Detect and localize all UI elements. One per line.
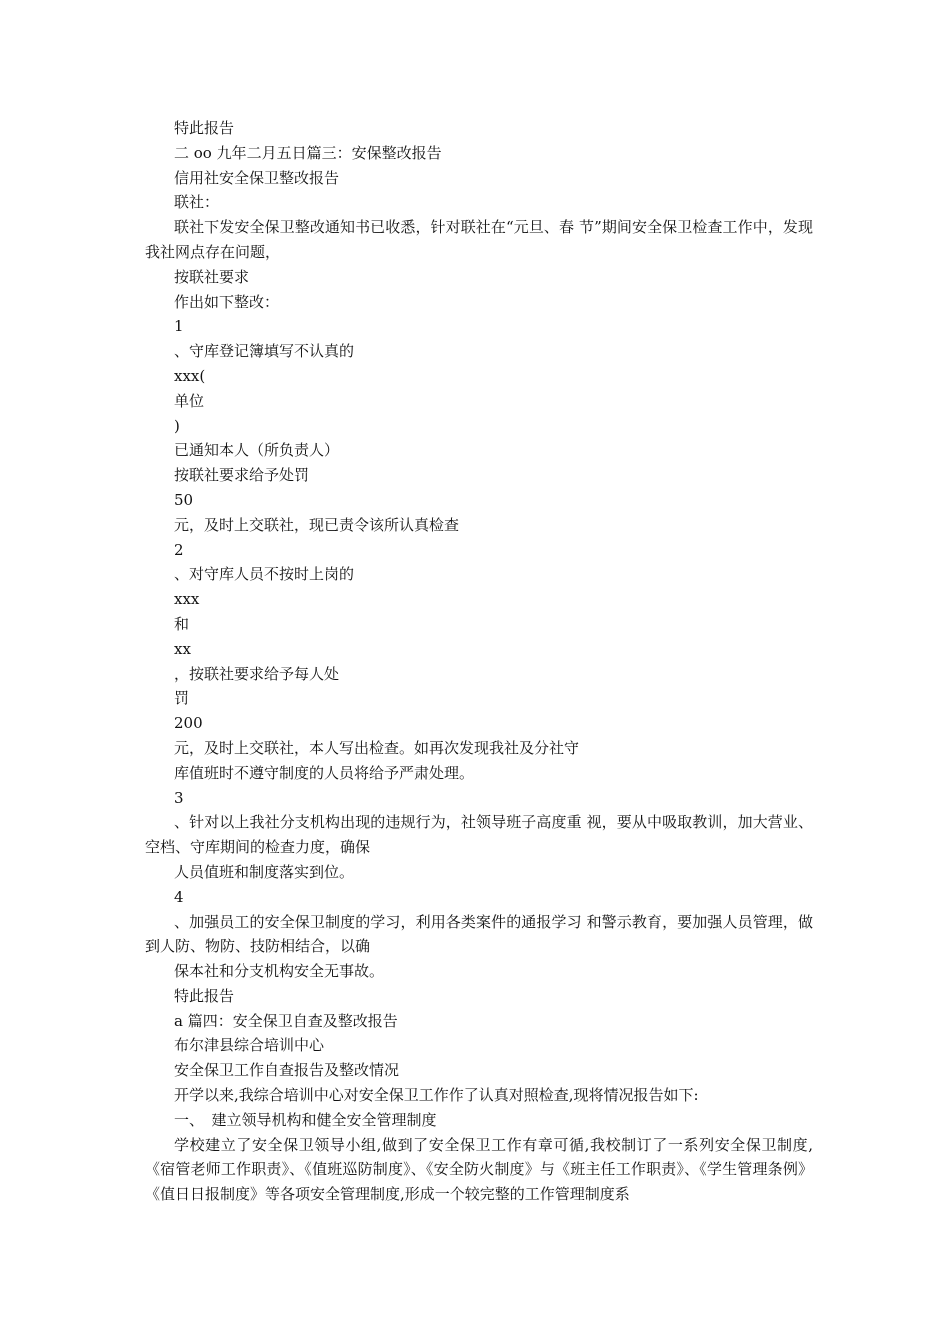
paragraph: 人员值班和制度落实到位。 [174,862,355,881]
item-number: 4 [174,887,184,906]
item-number: 2 [174,540,184,559]
paragraph: 开学以来,我综合培训中心对安全保卫工作作了认真对照检查,现将情况报告如下: [174,1086,699,1105]
paragraph: 库值班时不遵守制度的人员将给予严肃处理。 [174,763,475,782]
paragraph: 、对守库人员不按时上岗的 [174,565,355,584]
paragraph: 按联社要求 [174,267,250,286]
document-body [145,116,813,1207]
closing-line: 特此报告 [174,119,235,137]
paragraph: 学校建立了安全保卫领导小组,做到了安全保卫工作有章可循,我校制订了一系列安全保卫制度,《宿管老师工作职责》、《值班巡防制度》、《安全防火制度》与《班主任工作职责》、《学生管理条例》《值日日报制度》等各项安全管理制度,形成一个较完整的工作管理制度系 [145,1135,813,1204]
paragraph: 、针对以上我社分支机构出现的违规行为，社领导班子高度重 视，要从中吸取教训，加大营业、空档、守库期间的检查力度，确保 [145,813,813,857]
paragraph: 、守库登记簿填写不认真的 [174,342,355,361]
report-title: 信用社安全保卫整改报告 [174,168,340,187]
paragraph: 作出如下整改： [174,292,280,311]
paragraph: 元，及时上交联社，本人写出检查。如再次发现我社及分社守 [174,738,580,757]
paragraph: 、加强员工的安全保卫制度的学习，利用各类案件的通报学习 和警示教育，要加强人员管理，做到人防、物防、技防相结合，以确 [145,912,813,956]
report-title: 安全保卫工作自查报告及整改情况 [174,1061,400,1080]
paragraph: 按联社要求给予处罚 [174,466,310,485]
section-heading: 一、 建立领导机构和健全安全管理制度 [174,1110,437,1129]
paragraph: 罚 [174,689,190,708]
salutation: 联社： [174,193,220,212]
paragraph: ) [174,416,180,435]
paragraph: 200 [174,714,203,733]
date-and-section-title: 二 oo 九年二月五日篇三：安保整改报告 [174,143,442,162]
paragraph: 已通知本人（所负责人） [174,441,340,460]
organization-name: 布尔津县综合培训中心 [174,1036,325,1055]
closing-line: 特此报告 [174,986,235,1005]
item-number: 3 [174,788,184,807]
paragraph: 50 [174,490,194,509]
paragraph: 联社下发安全保卫整改通知书已收悉，针对联社在“元旦、春 节”期间安全保卫检查工作中，发现我社网点存在问题， [145,218,813,261]
section-title: a 篇四：安全保卫自查及整改报告 [174,1011,398,1030]
paragraph: ，按联社要求给予每人处 [174,664,340,683]
paragraph: 单位 [174,391,205,410]
item-number: 1 [174,317,184,336]
paragraph: 和 [174,614,190,633]
paragraph: xxx( [174,366,206,385]
paragraph: 元，及时上交联社，现已责令该所认真检查 [174,515,460,534]
paragraph: 保本社和分支机构安全无事故。 [174,962,385,981]
paragraph: xxx [174,590,200,609]
paragraph: xx [174,639,191,658]
